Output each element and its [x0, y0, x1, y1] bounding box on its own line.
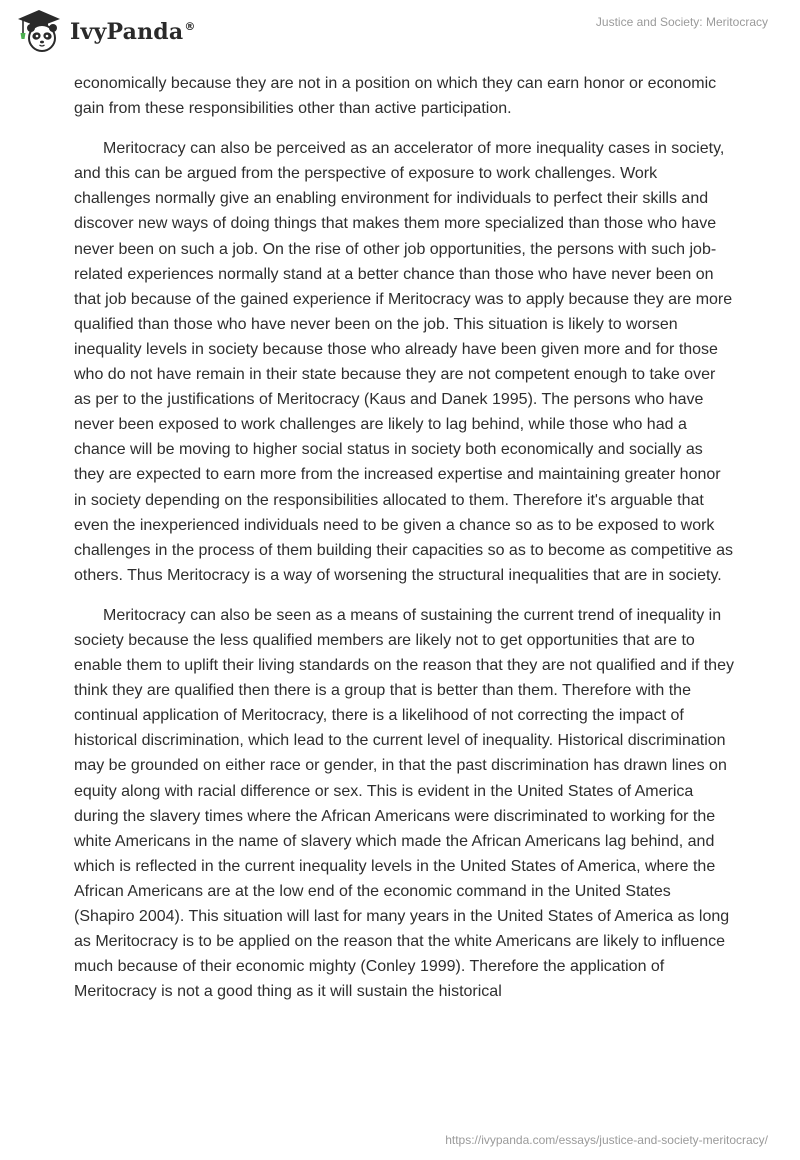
brand-name: IvyPanda® — [70, 19, 196, 45]
registered-mark: ® — [184, 20, 196, 33]
ivypanda-logo[interactable] — [14, 7, 196, 55]
page-header — [0, 0, 800, 70]
panda-graduate-icon — [14, 7, 64, 55]
document-title: Justice and Society: Meritocracy — [595, 15, 768, 29]
paragraph-continuation: economically because they are not in a position on which they can earn honor or economic gain from these responsibilities other than active participation. — [74, 75, 717, 118]
paragraph: Meritocracy can also be perceived as an accelerator of more inequality cases in society, and this can be argued from the perspective of exposure to work challenges. Work challenges normally give an enabling environment for individuals to perfect their skills and discover new ways of doing things that makes them more specialized than those who have never been on such a job. On the rise of other job opportunities, the persons with such job-related experiences normally stand at a better chance than those who have never been on that job because of the gained experience if Meritocracy was to apply because they are more qualified than those who have never been on the job. This situation is likely to worsen inequality levels in society because those who already have been given more and for those who do not have remain in their state because they are not competent enough to take over as per to the justifications of Meritocracy (Kaus and Danek 1995). The persons who have never been exposed to work challenges are likely to lag behind, while those who had a chance will be moving to higher social status in society both economically and socially as they are expected to earn more from the increased expertise and maintaining greater honor in society depending on the responsibilities allocated to them. Therefore it's arguable that even the inexperienced individuals need to be given a chance so as to be exposed to work challenges in the process of them building their capacities so as to become as competitive as others. Thus Meritocracy is a way of worsening the structural inequalities that are in society. — [74, 140, 734, 584]
essay-body — [74, 71, 734, 1019]
source-url[interactable]: https://ivypanda.com/essays/justice-and-society-meritocracy/ — [445, 1133, 768, 1147]
paragraph: Meritocracy can also be seen as a means of sustaining the current trend of inequality in society because the less qualified members are likely not to get opportunities that are to enable them to uplift their living standards on the reason that they are not qualified and if they think they are qualified then there is a group that is better than them. Therefore with the continual application of Meritocracy, there is a likelihood of not correcting the impact of historical discrimination, which lead to the current level of inequality. Historical discrimination may be grounded on either race or gender, in that the past discrimination has drawn lines on equity along with racial difference or sex. This is evident in the United States of America during the slavery times where the African Americans were discriminated to working for the white Americans in the name of slavery which made the African Americans lag behind, and which is reflected in the current inequality levels in the United States of America, where the African Americans are at the low end of the economic command in the United States (Shapiro 2004). This situation will last for many years in the United States of America as long as Meritocracy is to be applied on the reason that the white Americans are likely to influence much because of their economic mighty (Conley 1999). Therefore the application of Meritocracy is not a good thing as it will sustain the historical — [74, 606, 734, 1001]
